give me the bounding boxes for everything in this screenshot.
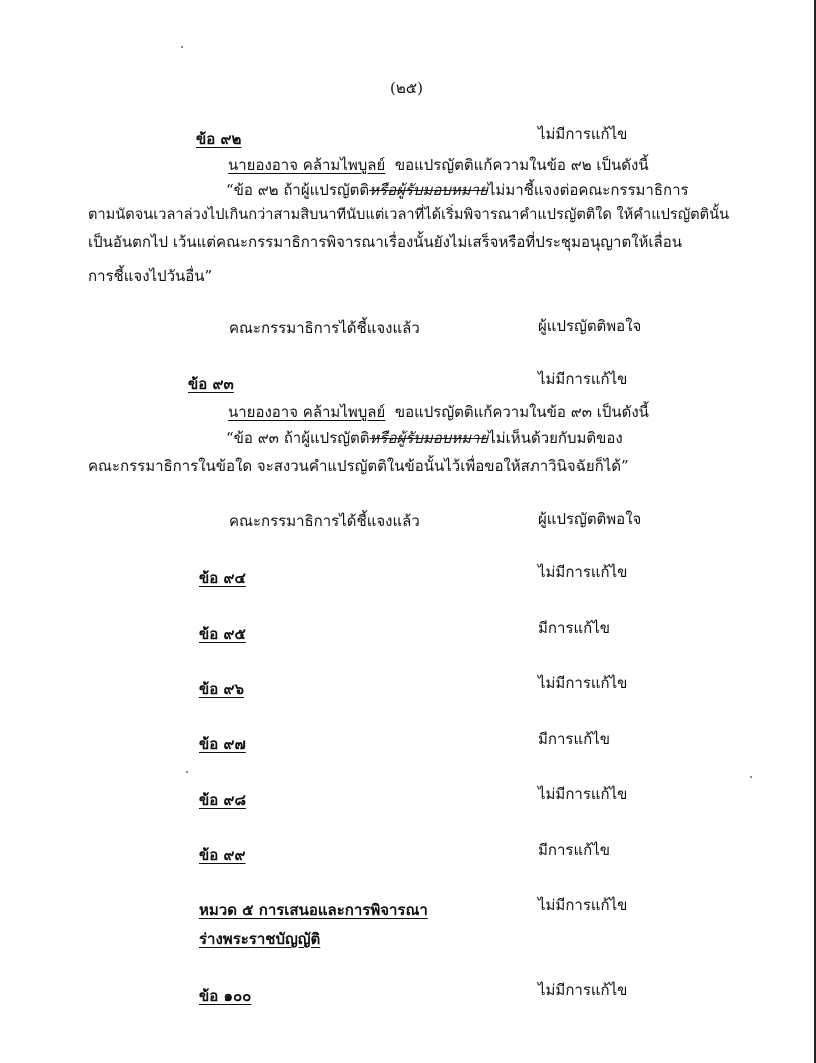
section-95-status: มีการแก้ไข (538, 619, 610, 637)
section-93-quote-start: “ข้อ ๙๓ ถ้าผู้แปรญัตติ (226, 429, 370, 447)
section-92-result: ผู้แปรญัตติพอใจ (538, 317, 642, 335)
section-93-status: ไม่มีการแก้ไข (538, 370, 628, 388)
section-92-quote-line3: เป็นอันตกไป เว้นแต่คณะกรรมาธิการพิจารณาเรื่องนั้นยังไม่เสร็จหรือที่ประชุมอนุญาตให้เลื่อน (88, 233, 683, 251)
chapter-5-heading-line1: หมวด ๕ การเสนอและการพิจารณา (199, 901, 428, 919)
section-100-heading: ข้อ ๑๐๐ (199, 987, 252, 1005)
section-98-heading: ข้อ ๙๘ (199, 791, 247, 809)
scan-speck (186, 771, 188, 773)
section-92-proposer: นายองอาจ คล้ามไพบูลย์ (228, 156, 386, 174)
section-93-result: ผู้แปรญัตติพอใจ (538, 510, 642, 528)
section-93-proposer-line (228, 402, 649, 422)
section-97-heading: ข้อ ๙๗ (199, 735, 246, 753)
section-92-quote-line4: การชี้แจงไปวันอื่น” (88, 267, 213, 285)
section-93-quote-rest: ไม่เห็นด้วยกับมติของ (488, 429, 623, 447)
section-93-committee: คณะกรรมาธิการได้ชี้แจงแล้ว (229, 512, 420, 530)
section-93-quote-line2: คณะกรรมาธิการในข้อใด จะสงวนคำแปรญัตติในข้อนั้นไว้เพื่อขอให้สภาวินิจฉัยก็ได้” (88, 457, 629, 475)
section-92-committee: คณะกรรมาธิการได้ชี้แจงแล้ว (229, 319, 420, 337)
chapter-5-status: ไม่มีการแก้ไข (538, 896, 628, 914)
chapter-5-heading-line2: ร่างพระราชบัญญัติ (199, 930, 321, 948)
section-92-quote-line2: ตามนัดจนเวลาล่วงไปเกินกว่าสามสิบนาทีนับแต่เวลาที่ได้เริ่มพิจารณาคำแปรญัตติใด ให้คำแปรญัตตินั้น (88, 206, 730, 223)
section-92-heading: ข้อ ๙๒ (196, 130, 242, 148)
section-92-quote-start: “ข้อ ๙๒ ถ้าผู้แปรญัตติ (226, 181, 370, 199)
section-97-status: มีการแก้ไข (538, 730, 610, 748)
section-93-quote-line1 (226, 428, 623, 448)
section-99-heading: ข้อ ๙๙ (199, 846, 246, 864)
section-92-status: ไม่มีการแก้ไข (538, 125, 628, 143)
section-96-status: ไม่มีการแก้ไข (538, 674, 628, 692)
section-98-status: ไม่มีการแก้ไข (538, 785, 628, 803)
section-100-status: ไม่มีการแก้ไข (538, 981, 628, 999)
section-94-heading: ข้อ ๙๔ (199, 569, 246, 587)
section-95-heading: ข้อ ๙๕ (199, 625, 246, 643)
section-92-quote-line1 (226, 180, 689, 200)
section-93-proposer: นายองอาจ คล้ามไพบูลย์ (228, 403, 386, 421)
section-92-quote-struck: หรือผู้รับมอบหมาย (369, 181, 488, 199)
section-99-status: มีการแก้ไข (538, 841, 610, 859)
section-93-intro: ขอแปรญัตติแก้ความในข้อ ๙๓ เป็นดังนี้ (394, 403, 649, 421)
section-92-proposer-line (228, 155, 649, 175)
section-96-heading: ข้อ ๙๖ (199, 680, 244, 698)
page-number: (๒๕) (390, 79, 423, 97)
section-92-intro: ขอแปรญัตติแก้ความในข้อ ๙๒ เป็นดังนี้ (394, 156, 649, 174)
scan-speck (750, 776, 752, 778)
section-93-quote-struck: หรือผู้รับมอบหมาย (369, 429, 489, 447)
section-93-heading: ข้อ ๙๓ (188, 375, 234, 393)
section-94-status: ไม่มีการแก้ไข (538, 563, 628, 581)
scan-speck (181, 46, 183, 48)
section-92-quote-rest: ไม่มาชี้แจงต่อคณะกรรมาธิการ (487, 181, 689, 199)
